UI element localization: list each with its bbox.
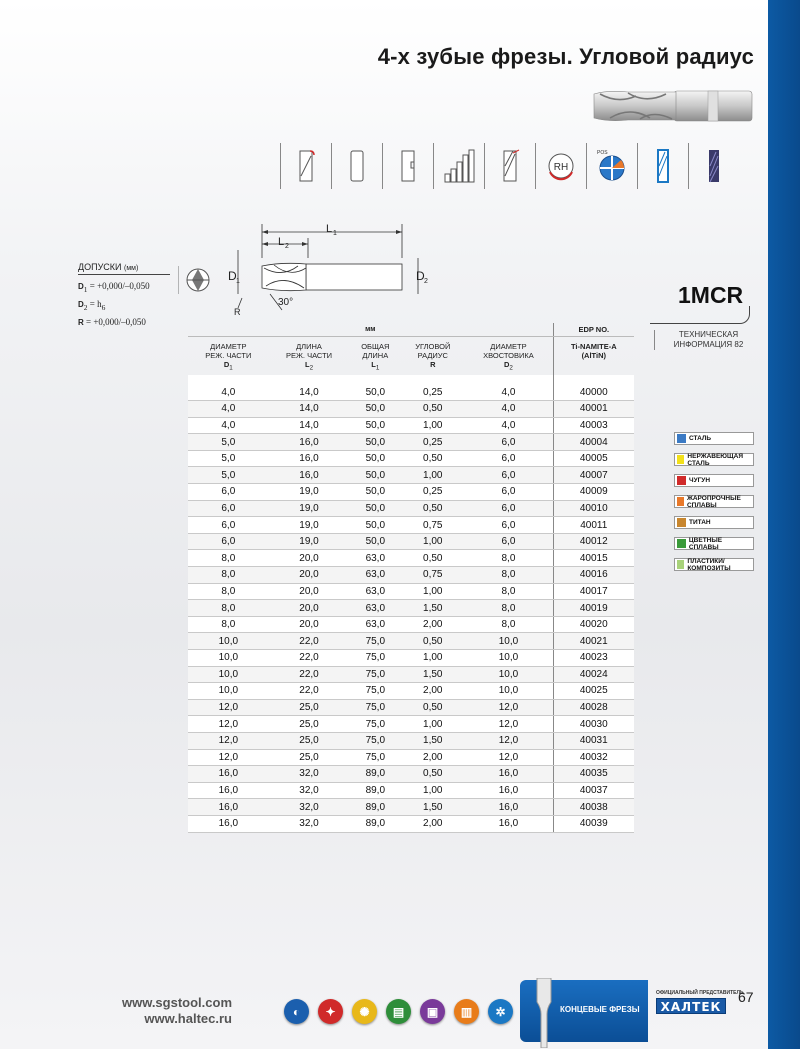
drill-icon[interactable]: ✦ bbox=[318, 999, 343, 1024]
table-cell: 1,00 bbox=[401, 650, 464, 667]
flat-shank-icon bbox=[382, 143, 433, 189]
edp-cell: 40023 bbox=[553, 650, 634, 667]
table-row bbox=[188, 799, 634, 816]
table-cell: 19,0 bbox=[269, 517, 350, 534]
tolerances-block bbox=[78, 262, 170, 330]
url-sgstool[interactable]: www.sgstool.com bbox=[121, 995, 232, 1010]
tolerance-row-d2: $D_2 = h_6$ bbox=[78, 298, 106, 312]
edp-cell: 40025 bbox=[553, 683, 634, 700]
tool-end-view-icon bbox=[178, 262, 214, 298]
center-cutting-icon bbox=[586, 143, 637, 189]
table-cell: 50,0 bbox=[349, 467, 401, 484]
table-cell: 10,0 bbox=[464, 683, 553, 700]
edp-cell: 40019 bbox=[553, 600, 634, 617]
svg-text:L: L bbox=[278, 236, 285, 248]
table-cell: 6,0 bbox=[464, 517, 553, 534]
tools-icon[interactable]: ▣ bbox=[420, 999, 445, 1024]
table-row bbox=[188, 650, 634, 667]
table-row bbox=[188, 484, 634, 501]
table-cell: 1,50 bbox=[401, 666, 464, 683]
table-cell: 1,00 bbox=[401, 467, 464, 484]
table-row bbox=[188, 517, 634, 534]
table-row bbox=[188, 749, 634, 766]
material-label: НЕРЖАВЕЮЩАЯ СТАЛЬ bbox=[687, 452, 743, 467]
unit-header-row bbox=[188, 323, 634, 336]
table-cell: 10,0 bbox=[188, 683, 269, 700]
table-cell: 1,50 bbox=[401, 799, 464, 816]
svg-text:2: 2 bbox=[424, 278, 428, 285]
table-cell: 25,0 bbox=[269, 749, 350, 766]
table-cell: 22,0 bbox=[269, 683, 350, 700]
table-cell: 16,0 bbox=[464, 799, 553, 816]
col-header-r: УГЛОВОЙ РАДИУС R bbox=[415, 341, 451, 369]
table-cell: 0,25 bbox=[401, 434, 464, 451]
svg-text:D: D bbox=[416, 269, 425, 283]
col-header-l2: ДЛИНА РЕЖ. ЧАСТИ $L_2$ bbox=[285, 341, 333, 371]
table-cell: 89,0 bbox=[349, 782, 401, 799]
edp-cell: 40001 bbox=[553, 401, 634, 418]
table-row bbox=[188, 500, 634, 517]
edp-cell: 40017 bbox=[553, 583, 634, 600]
table-row bbox=[188, 600, 634, 617]
table-row bbox=[188, 434, 634, 451]
table-cell: 1,00 bbox=[401, 417, 464, 434]
table-cell: 12,0 bbox=[188, 732, 269, 749]
table-cell: 22,0 bbox=[269, 633, 350, 650]
edp-cell: 40020 bbox=[553, 616, 634, 633]
material-item bbox=[674, 537, 754, 550]
table-row bbox=[188, 716, 634, 733]
straight-shank-icon bbox=[331, 143, 382, 189]
table-row bbox=[188, 384, 634, 401]
corner-radius-icon bbox=[280, 143, 331, 189]
spec-table bbox=[188, 323, 634, 833]
table-cell: 22,0 bbox=[269, 650, 350, 667]
table-row bbox=[188, 666, 634, 683]
table-cell: 0,25 bbox=[401, 484, 464, 501]
edp-cell: 40021 bbox=[553, 633, 634, 650]
globe-icon[interactable]: ◐ bbox=[284, 999, 309, 1024]
table-cell: 6,0 bbox=[188, 533, 269, 550]
table-cell: 32,0 bbox=[269, 815, 350, 832]
series-underline bbox=[650, 306, 750, 324]
table-cell: 63,0 bbox=[349, 583, 401, 600]
table-cell: 8,0 bbox=[188, 583, 269, 600]
material-item bbox=[674, 453, 754, 466]
table-cell: 8,0 bbox=[188, 600, 269, 617]
website-urls bbox=[112, 995, 232, 1027]
tool-coating-icon bbox=[688, 143, 739, 189]
material-swatch bbox=[677, 476, 686, 485]
column-header-row bbox=[188, 336, 634, 384]
feature-icons bbox=[280, 143, 739, 189]
haltec-logo: ХАЛТЕК bbox=[656, 998, 726, 1014]
table-cell: 0,50 bbox=[401, 699, 464, 716]
table-cell: 1,50 bbox=[401, 732, 464, 749]
table-cell: 6,0 bbox=[464, 434, 553, 451]
table-cell: 5,0 bbox=[188, 434, 269, 451]
table-cell: 32,0 bbox=[269, 799, 350, 816]
table-cell: 8,0 bbox=[464, 616, 553, 633]
table-cell: 12,0 bbox=[464, 716, 553, 733]
table-cell: 12,0 bbox=[464, 699, 553, 716]
table-cell: 20,0 bbox=[269, 583, 350, 600]
table-cell: 22,0 bbox=[269, 666, 350, 683]
edp-header: EDP NO. bbox=[553, 323, 634, 336]
table-cell: 20,0 bbox=[269, 550, 350, 567]
table-cell: 25,0 bbox=[269, 716, 350, 733]
table-cell: 16,0 bbox=[464, 766, 553, 783]
table-cell: 0,50 bbox=[401, 633, 464, 650]
edp-cell: 40010 bbox=[553, 500, 634, 517]
table-cell: 0,50 bbox=[401, 450, 464, 467]
unit-label: мм bbox=[188, 323, 553, 336]
table-cell: 20,0 bbox=[269, 567, 350, 584]
table-cell: 16,0 bbox=[464, 815, 553, 832]
table-cell: 16,0 bbox=[269, 450, 350, 467]
edp-cell: 40028 bbox=[553, 699, 634, 716]
material-swatch bbox=[677, 539, 686, 548]
table-cell: 12,0 bbox=[464, 732, 553, 749]
table-row bbox=[188, 533, 634, 550]
table-cell: 20,0 bbox=[269, 616, 350, 633]
table-cell: 0,75 bbox=[401, 517, 464, 534]
table-cell: 6,0 bbox=[188, 484, 269, 501]
table-cell: 75,0 bbox=[349, 699, 401, 716]
material-swatch bbox=[677, 497, 684, 506]
tool-dimension-diagram bbox=[186, 218, 446, 328]
table-cell: 10,0 bbox=[464, 650, 553, 667]
table-cell: 16,0 bbox=[188, 799, 269, 816]
series-code: 1MCR bbox=[678, 282, 744, 308]
edp-cell: 40039 bbox=[553, 815, 634, 832]
table-row bbox=[188, 550, 634, 567]
page-title: 4-х зубые фрезы. Угловой радиус bbox=[377, 44, 754, 69]
table-cell: 6,0 bbox=[464, 500, 553, 517]
table-cell: 10,0 bbox=[188, 650, 269, 667]
table-cell: 16,0 bbox=[188, 766, 269, 783]
svg-text:30°: 30° bbox=[278, 297, 294, 308]
chart-icon[interactable]: ▤ bbox=[386, 999, 411, 1024]
material-label: ПЛАСТИКИ/КОМПОЗИТЫ bbox=[687, 557, 731, 572]
table-row bbox=[188, 616, 634, 633]
material-item bbox=[674, 516, 754, 529]
material-swatch bbox=[677, 518, 686, 527]
table-cell: 5,0 bbox=[188, 467, 269, 484]
table-cell: 10,0 bbox=[464, 633, 553, 650]
table-cell: 5,0 bbox=[188, 450, 269, 467]
svg-text:D: D bbox=[228, 269, 237, 283]
material-item bbox=[674, 474, 754, 487]
material-item bbox=[674, 495, 754, 508]
table-cell: 50,0 bbox=[349, 417, 401, 434]
section-tab-label: КОНЦЕВЫЕ ФРЕЗЫ bbox=[560, 1005, 640, 1014]
table-cell: 8,0 bbox=[188, 616, 269, 633]
material-label: ТИТАН bbox=[689, 519, 711, 526]
table-row bbox=[188, 815, 634, 832]
table-cell: 4,0 bbox=[188, 417, 269, 434]
table-cell: 1,00 bbox=[401, 716, 464, 733]
col-header-d2: ДИАМЕТР ХВОСТОВИКА $D_2$ bbox=[483, 341, 534, 371]
table-cell: 75,0 bbox=[349, 666, 401, 683]
helix-angle-icon bbox=[484, 143, 535, 189]
factory-icon[interactable]: ▥ bbox=[454, 999, 479, 1024]
table-cell: 16,0 bbox=[464, 782, 553, 799]
table-cell: 16,0 bbox=[269, 467, 350, 484]
table-cell: 25,0 bbox=[269, 732, 350, 749]
tolerance-row-r: R = +0,000/–0,050 bbox=[78, 316, 146, 327]
spec-table-body bbox=[188, 384, 634, 832]
table-cell: 0,50 bbox=[401, 500, 464, 517]
table-row bbox=[188, 683, 634, 700]
material-swatch bbox=[677, 455, 684, 464]
table-cell: 75,0 bbox=[349, 732, 401, 749]
table-cell: 2,00 bbox=[401, 616, 464, 633]
table-cell: 0,75 bbox=[401, 567, 464, 584]
material-label: ЦВЕТНЫЕ СПЛАВЫ bbox=[688, 536, 723, 551]
table-cell: 12,0 bbox=[188, 699, 269, 716]
table-cell: 8,0 bbox=[464, 550, 553, 567]
table-cell: 8,0 bbox=[464, 583, 553, 600]
table-cell: 0,50 bbox=[401, 401, 464, 418]
table-cell: 89,0 bbox=[349, 815, 401, 832]
edp-cell: 40012 bbox=[553, 533, 634, 550]
table-row bbox=[188, 766, 634, 783]
table-cell: 0,50 bbox=[401, 766, 464, 783]
col-header-d1: ДИАМЕТР РЕЖ. ЧАСТИ $D_1$ bbox=[205, 341, 252, 371]
table-cell: 19,0 bbox=[269, 484, 350, 501]
table-cell: 16,0 bbox=[188, 815, 269, 832]
edp-cell: 40000 bbox=[553, 384, 634, 401]
table-cell: 6,0 bbox=[464, 467, 553, 484]
svg-text:POS: POS bbox=[597, 150, 608, 156]
edp-cell: 40031 bbox=[553, 732, 634, 749]
table-cell: 8,0 bbox=[464, 567, 553, 584]
table-cell: 12,0 bbox=[464, 749, 553, 766]
bulb-icon[interactable]: ✺ bbox=[352, 999, 377, 1024]
table-cell: 6,0 bbox=[464, 533, 553, 550]
table-cell: 1,00 bbox=[401, 533, 464, 550]
url-haltec[interactable]: www.haltec.ru bbox=[144, 1011, 232, 1026]
table-cell: 75,0 bbox=[349, 749, 401, 766]
table-cell: 8,0 bbox=[464, 600, 553, 617]
svg-text:1: 1 bbox=[333, 230, 337, 237]
table-cell: 75,0 bbox=[349, 716, 401, 733]
table-cell: 63,0 bbox=[349, 550, 401, 567]
materials-legend bbox=[674, 432, 754, 579]
table-cell: 4,0 bbox=[188, 401, 269, 418]
table-cell: 4,0 bbox=[188, 384, 269, 401]
table-cell: 8,0 bbox=[188, 567, 269, 584]
table-cell: 12,0 bbox=[188, 716, 269, 733]
table-cell: 10,0 bbox=[464, 666, 553, 683]
table-cell: 50,0 bbox=[349, 500, 401, 517]
coating-icon bbox=[637, 143, 688, 189]
tolerance-row-d1: $D_1 = +0,000/-0,050$ bbox=[78, 281, 150, 294]
table-cell: 50,0 bbox=[349, 533, 401, 550]
svg-text:RH: RH bbox=[553, 162, 569, 173]
table-cell: 32,0 bbox=[269, 766, 350, 783]
table-row bbox=[188, 417, 634, 434]
table-cell: 20,0 bbox=[269, 600, 350, 617]
table-cell: 6,0 bbox=[188, 500, 269, 517]
tolerances-heading: ДОПУСКИ (мм) bbox=[78, 262, 170, 275]
table-cell: 0,50 bbox=[401, 550, 464, 567]
section-icons bbox=[284, 999, 513, 1024]
svg-text:L: L bbox=[326, 223, 333, 235]
table-cell: 0,25 bbox=[401, 384, 464, 401]
table-row bbox=[188, 782, 634, 799]
edp-cell: 40003 bbox=[553, 417, 634, 434]
table-row bbox=[188, 583, 634, 600]
brand-caption: ОФИЦИАЛЬНЫЙ ПРЕДСТАВИТЕЛЬ bbox=[656, 990, 744, 996]
edp-cell: 40009 bbox=[553, 484, 634, 501]
material-label: СТАЛЬ bbox=[689, 435, 712, 442]
table-cell: 16,0 bbox=[188, 782, 269, 799]
table-cell: 12,0 bbox=[188, 749, 269, 766]
col-header-coating: Ti-NAMITE-A (AlTiN) bbox=[553, 336, 634, 384]
table-cell: 6,0 bbox=[188, 517, 269, 534]
table-row bbox=[188, 732, 634, 749]
edp-cell: 40035 bbox=[553, 766, 634, 783]
right-edge-bar bbox=[768, 0, 800, 1049]
edp-cell: 40038 bbox=[553, 799, 634, 816]
table-cell: 14,0 bbox=[269, 417, 350, 434]
table-cell: 50,0 bbox=[349, 401, 401, 418]
table-cell: 89,0 bbox=[349, 766, 401, 783]
svg-text:R: R bbox=[234, 307, 241, 317]
table-cell: 75,0 bbox=[349, 650, 401, 667]
edp-cell: 40015 bbox=[553, 550, 634, 567]
table-cell: 63,0 bbox=[349, 616, 401, 633]
table-cell: 1,50 bbox=[401, 600, 464, 617]
end-mill-image bbox=[588, 86, 754, 126]
table-row bbox=[188, 699, 634, 716]
svg-text:2: 2 bbox=[285, 243, 289, 250]
table-cell: 50,0 bbox=[349, 384, 401, 401]
table-cell: 50,0 bbox=[349, 450, 401, 467]
page-number: 67 bbox=[738, 989, 754, 1005]
table-cell: 2,00 bbox=[401, 749, 464, 766]
table-cell: 1,00 bbox=[401, 583, 464, 600]
right-hand-icon bbox=[535, 143, 586, 189]
table-cell: 2,00 bbox=[401, 683, 464, 700]
svg-text:1: 1 bbox=[236, 278, 240, 285]
table-cell: 10,0 bbox=[188, 633, 269, 650]
table-cell: 2,00 bbox=[401, 815, 464, 832]
table-cell: 75,0 bbox=[349, 683, 401, 700]
edp-cell: 40004 bbox=[553, 434, 634, 451]
table-cell: 14,0 bbox=[269, 384, 350, 401]
table-cell: 16,0 bbox=[269, 434, 350, 451]
table-cell: 50,0 bbox=[349, 434, 401, 451]
edp-cell: 40016 bbox=[553, 567, 634, 584]
table-cell: 8,0 bbox=[188, 550, 269, 567]
edp-cell: 40007 bbox=[553, 467, 634, 484]
material-swatch bbox=[677, 434, 686, 443]
table-cell: 50,0 bbox=[349, 484, 401, 501]
edp-cell: 40032 bbox=[553, 749, 634, 766]
edp-cell: 40005 bbox=[553, 450, 634, 467]
tech-info-link[interactable]: ТЕХНИЧЕСКАЯ ИНФОРМАЦИЯ 82 bbox=[654, 330, 758, 350]
table-cell: 4,0 bbox=[464, 384, 553, 401]
table-row bbox=[188, 450, 634, 467]
material-swatch bbox=[677, 560, 684, 569]
material-item bbox=[674, 432, 754, 445]
table-cell: 25,0 bbox=[269, 699, 350, 716]
edp-cell: 40011 bbox=[553, 517, 634, 534]
edp-cell: 40024 bbox=[553, 666, 634, 683]
table-cell: 19,0 bbox=[269, 500, 350, 517]
table-cell: 32,0 bbox=[269, 782, 350, 799]
table-cell: 10,0 bbox=[188, 666, 269, 683]
end-mill-tab-icon bbox=[533, 978, 555, 1048]
gear-icon[interactable]: ✲ bbox=[488, 999, 513, 1024]
material-item bbox=[674, 558, 754, 571]
table-cell: 89,0 bbox=[349, 799, 401, 816]
length-chart-icon bbox=[433, 143, 484, 189]
table-cell: 50,0 bbox=[349, 517, 401, 534]
table-row bbox=[188, 633, 634, 650]
table-row bbox=[188, 401, 634, 418]
table-cell: 63,0 bbox=[349, 567, 401, 584]
edp-cell: 40030 bbox=[553, 716, 634, 733]
table-cell: 1,00 bbox=[401, 782, 464, 799]
table-row bbox=[188, 467, 634, 484]
table-cell: 4,0 bbox=[464, 401, 553, 418]
table-cell: 63,0 bbox=[349, 600, 401, 617]
material-label: ЧУГУН bbox=[689, 477, 711, 484]
table-cell: 75,0 bbox=[349, 633, 401, 650]
table-row bbox=[188, 567, 634, 584]
table-cell: 19,0 bbox=[269, 533, 350, 550]
table-cell: 6,0 bbox=[464, 484, 553, 501]
table-cell: 14,0 bbox=[269, 401, 350, 418]
table-cell: 6,0 bbox=[464, 450, 553, 467]
col-header-l1: ОБЩАЯ ДЛИНА $L_1$ bbox=[361, 341, 390, 371]
material-label: ЖАРОПРОЧНЫЕ СПЛАВЫ bbox=[686, 494, 741, 509]
table-cell: 4,0 bbox=[464, 417, 553, 434]
edp-cell: 40037 bbox=[553, 782, 634, 799]
